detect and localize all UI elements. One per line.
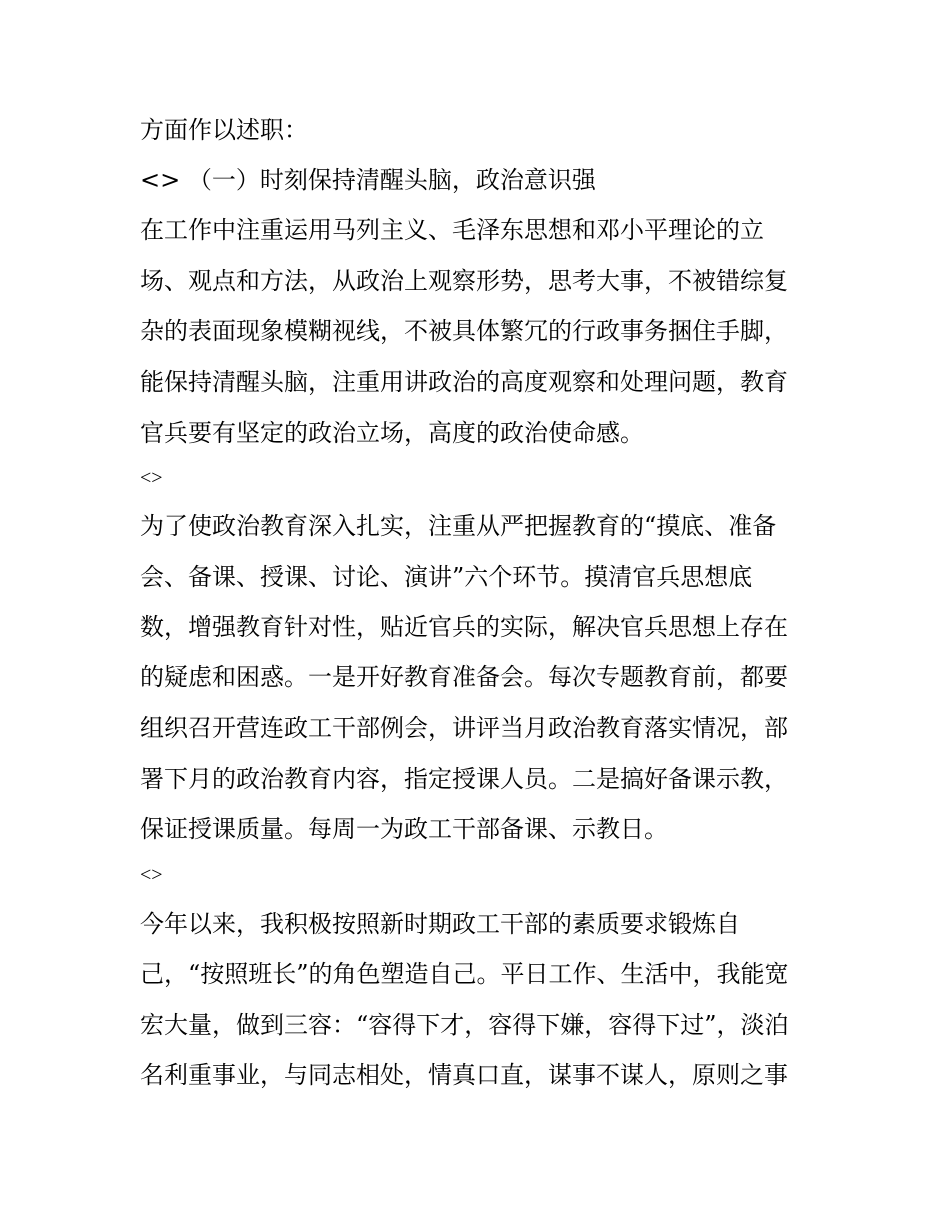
text-line: 组织召开营连政工干部例会，讲评当月政治教育落实情况，部	[140, 714, 788, 742]
text-line: 宏大量，做到三容：“容得下才，容得下嫌，容得下过”，淡泊	[140, 1011, 789, 1039]
text-line: 会、备课、授课、讨论、演讲”六个环节。摸清官兵思想底	[140, 563, 753, 591]
text-line: 名利重事业，与同志相处，情真口直，谋事不谋人，原则之事	[140, 1061, 788, 1089]
text-line: 己，“按照班长”的角色塑造自己。平日工作、生活中，我能宽	[140, 960, 789, 988]
section-heading: <> （一）时刻保持清醒头脑，政治意识强	[140, 166, 596, 194]
text-line: 官兵要有坚定的政治立场，高度的政治使命感。	[140, 419, 644, 447]
text-line: 能保持清醒头脑，注重用讲政治的高度观察和处理问题，教育	[140, 368, 788, 396]
text-line: 场、观点和方法，从政治上观察形势，思考大事，不被错综复	[140, 267, 788, 295]
text-line: 杂的表面现象模糊视线，不被具体繁冗的行政事务捆住手脚，	[140, 317, 788, 345]
paragraph-marker: <>	[140, 467, 163, 489]
text-line: 为了使政治教育深入扎实，注重从严把握教育的“摸底、准备	[140, 512, 777, 540]
text-line: 署下月的政治教育内容，指定授课人员。二是搞好备课示教，	[140, 765, 788, 793]
text-line: 数，增强教育针对性，贴近官兵的实际，解决官兵思想上存在	[140, 613, 788, 641]
text-line: 今年以来，我积极按照新时期政工干部的素质要求锻炼自	[140, 910, 740, 938]
text-line: 保证授课质量。每周一为政工干部备课、示教日。	[140, 815, 668, 843]
text-line: 的疑虑和困惑。一是开好教育准备会。每次专题教育前，都要	[140, 663, 788, 691]
paragraph-marker: <>	[140, 864, 163, 886]
text-line: 在工作中注重运用马列主义、毛泽东思想和邓小平理论的立	[140, 216, 764, 244]
text-line: 方面作以述职：	[140, 116, 308, 144]
